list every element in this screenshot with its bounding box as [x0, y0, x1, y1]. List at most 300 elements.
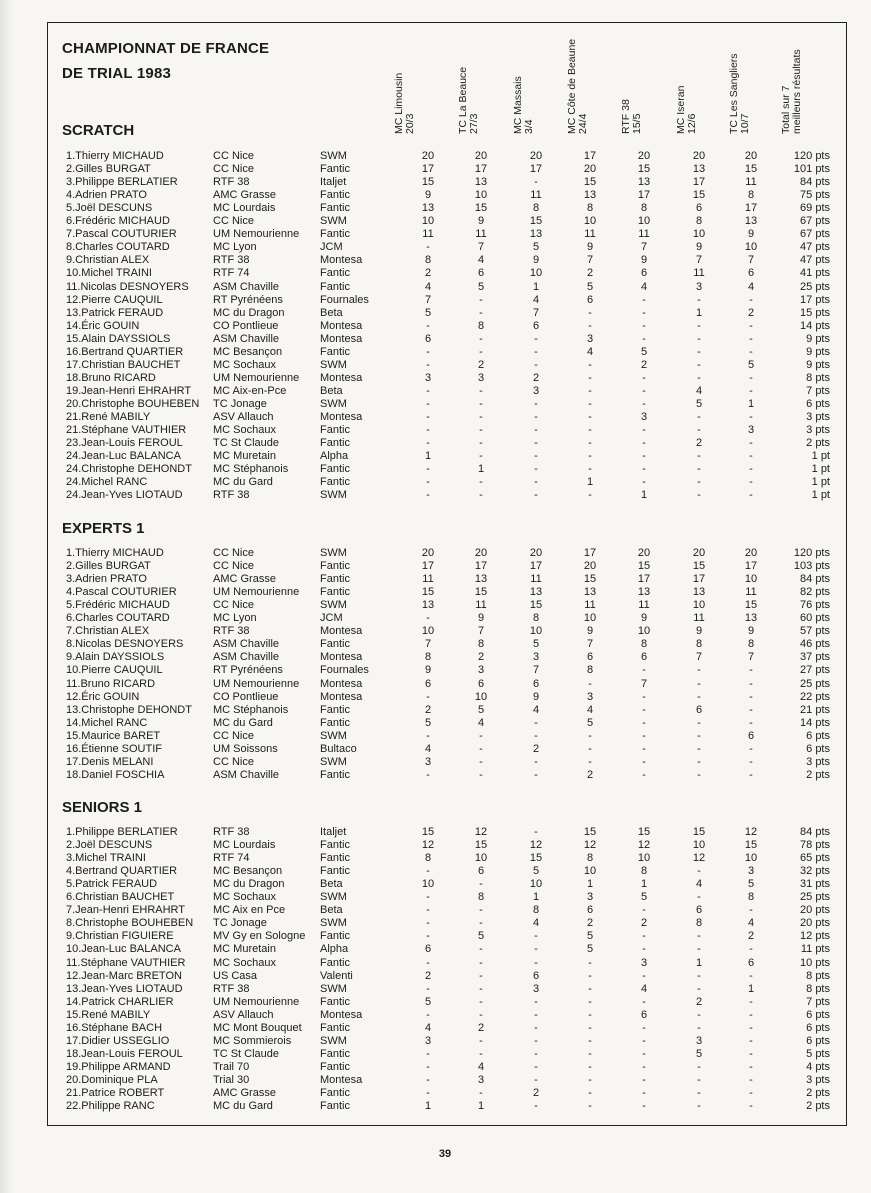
table-row: [0, 560, 871, 573]
score-les-sangliers: 17: [744, 202, 758, 215]
club: UM Nemourienne: [213, 228, 300, 241]
score-la-beauce: -: [479, 755, 483, 768]
score-la-beauce: -: [479, 332, 483, 345]
table-row: [0, 756, 871, 769]
club: MC du Gard: [213, 476, 273, 489]
total-points: 9 pts: [806, 345, 830, 358]
score-la-beauce: 3: [477, 371, 485, 384]
score-massais: 3: [532, 982, 540, 995]
score-les-sangliers: 10: [744, 852, 758, 865]
score-la-beauce: -: [479, 450, 483, 463]
score-limousin: -: [426, 1073, 430, 1086]
score-rtf38: 4: [640, 280, 648, 293]
score-iseran: -: [697, 371, 701, 384]
score-rtf38: -: [642, 1073, 646, 1086]
score-rtf38: -: [642, 664, 646, 677]
score-iseran: -: [697, 943, 701, 956]
score-rtf38: -: [642, 450, 646, 463]
score-cote-de-beaune: 1: [586, 476, 594, 489]
score-limousin: 4: [424, 742, 432, 755]
rider-name: 12.Pierre CAUQUIL: [66, 293, 163, 306]
score-la-beauce: 4: [477, 1060, 485, 1073]
total-points: 10 pts: [800, 956, 830, 969]
rider-name: 9.Alain DAYSSIOLS: [66, 651, 165, 664]
table-row: [0, 970, 871, 983]
score-iseran: 5: [695, 397, 703, 410]
score-la-beauce: 9: [477, 215, 485, 228]
club: MC Sochaux: [213, 424, 276, 437]
score-cote-de-beaune: -: [588, 463, 592, 476]
motorcycle: Montesa: [320, 1073, 363, 1086]
club: MC Lyon: [213, 612, 257, 625]
rider-name: 5.Joël DESCUNS: [66, 202, 153, 215]
column-header-line2: 27/3: [468, 113, 480, 134]
total-points: 2 pts: [806, 437, 830, 450]
score-rtf38: 8: [640, 202, 648, 215]
rider-name: 6.Christian BAUCHET: [66, 891, 175, 904]
score-limousin: -: [426, 982, 430, 995]
club: MC du Dragon: [213, 306, 285, 319]
table-row: [0, 930, 871, 943]
page-title-line1: CHAMPIONNAT DE FRANCE: [62, 40, 270, 57]
score-les-sangliers: -: [749, 995, 753, 1008]
score-massais: -: [534, 716, 538, 729]
score-rtf38: -: [642, 397, 646, 410]
club: AMC Grasse: [213, 1087, 276, 1099]
score-limousin: 8: [424, 852, 432, 865]
score-iseran: -: [697, 411, 701, 423]
motorcycle: Montesa: [320, 625, 363, 638]
club: ASM Chaville: [213, 768, 280, 781]
score-rtf38: -: [642, 930, 646, 943]
motorcycle: Fantic: [320, 163, 350, 176]
table-row: [0, 450, 871, 463]
club: MC Stéphanois: [213, 463, 289, 476]
total-points: 37 pts: [800, 651, 830, 664]
rider-name: 4.Bertrand QUARTIER: [66, 865, 178, 878]
club: MC du Gard: [213, 1100, 273, 1113]
total-points: 21 pts: [800, 703, 830, 716]
total-points: 57 pts: [800, 625, 830, 638]
score-cote-de-beaune: 8: [586, 852, 594, 865]
motorcycle: JCM: [320, 612, 343, 625]
club: Trail 70: [213, 1060, 250, 1073]
score-massais: -: [534, 1021, 538, 1034]
score-rtf38: -: [642, 703, 646, 716]
total-points: 20 pts: [800, 917, 830, 930]
score-cote-de-beaune: -: [588, 306, 592, 319]
score-iseran: -: [697, 716, 701, 729]
table-row: [0, 1009, 871, 1022]
rider-name: 24.Christophe DEHONDT: [66, 463, 192, 476]
score-iseran: -: [697, 930, 701, 943]
club: AMC Grasse: [213, 189, 276, 202]
score-limousin: -: [426, 1047, 430, 1060]
table-row: [0, 228, 871, 241]
score-limousin: 6: [424, 332, 432, 345]
score-limousin: 9: [424, 189, 432, 202]
table-row: [0, 424, 871, 437]
score-cote-de-beaune: 8: [586, 202, 594, 215]
score-limousin: 13: [421, 599, 435, 612]
score-les-sangliers: -: [749, 345, 753, 358]
score-massais: 10: [529, 267, 543, 280]
score-rtf38: 6: [640, 1008, 648, 1021]
motorcycle: Italjet: [320, 176, 347, 189]
rider-name: 9.Christian FIGUIERE: [66, 930, 174, 943]
motorcycle: Fantic: [320, 716, 350, 729]
rider-name: 8.Christophe BOUHEBEN: [66, 917, 194, 930]
score-la-beauce: 6: [477, 677, 485, 690]
score-la-beauce: -: [479, 306, 483, 319]
score-les-sangliers: -: [749, 768, 753, 781]
score-iseran: -: [697, 1087, 701, 1099]
score-cote-de-beaune: -: [588, 1060, 592, 1073]
table-row: [0, 1035, 871, 1048]
total-points: 84 pts: [800, 176, 830, 189]
score-iseran: 3: [695, 280, 703, 293]
score-la-beauce: 10: [474, 690, 488, 703]
score-massais: -: [534, 176, 538, 189]
score-rtf38: 7: [640, 677, 648, 690]
score-cote-de-beaune: -: [588, 1087, 592, 1099]
table-row: [0, 1100, 871, 1113]
score-les-sangliers: -: [749, 1060, 753, 1073]
rider-name: 24.Michel RANC: [66, 476, 148, 489]
total-points: 84 pts: [800, 573, 830, 586]
club: ASV Allauch: [213, 411, 274, 423]
score-la-beauce: 2: [477, 1021, 485, 1034]
total-points: 8 pts: [806, 982, 830, 995]
score-la-beauce: 11: [475, 228, 487, 241]
score-rtf38: 3: [640, 411, 648, 423]
table-row: [0, 215, 871, 228]
score-rtf38: 8: [640, 865, 648, 878]
motorcycle: Montesa: [320, 332, 363, 345]
score-rtf38: 1: [640, 489, 648, 502]
score-limousin: -: [426, 930, 430, 943]
score-les-sangliers: 9: [747, 625, 755, 638]
column-header-line1: MC Limousin: [393, 72, 405, 134]
score-rtf38: 1: [640, 878, 648, 891]
score-iseran: 7: [695, 651, 703, 664]
score-la-beauce: -: [479, 489, 483, 502]
score-massais: 20: [529, 547, 543, 559]
score-cote-de-beaune: 2: [586, 267, 594, 280]
motorcycle: Fantic: [320, 228, 350, 241]
score-limousin: 13: [421, 202, 435, 215]
table-row: [0, 385, 871, 398]
motorcycle: Valenti: [320, 969, 353, 982]
score-cote-de-beaune: -: [588, 437, 592, 450]
score-cote-de-beaune: 10: [583, 215, 597, 228]
score-limousin: 5: [424, 995, 432, 1008]
score-la-beauce: 1: [477, 1100, 485, 1113]
total-points: 101 pts: [793, 163, 830, 176]
motorcycle: Montesa: [320, 651, 363, 664]
score-iseran: -: [697, 293, 701, 306]
score-la-beauce: 13: [474, 573, 488, 586]
score-limousin: 3: [424, 755, 432, 768]
rider-name: 21.Patrice ROBERT: [66, 1087, 165, 1099]
section-title: SCRATCH: [62, 122, 135, 139]
score-cote-de-beaune: -: [588, 411, 592, 423]
score-la-beauce: 8: [477, 638, 485, 651]
table-row: [0, 463, 871, 476]
score-massais: 3: [532, 384, 540, 397]
score-la-beauce: -: [479, 729, 483, 742]
score-rtf38: -: [642, 332, 646, 345]
score-limousin: -: [426, 729, 430, 742]
table-row: [0, 1061, 871, 1074]
score-massais: 8: [532, 904, 540, 917]
score-limousin: -: [426, 865, 430, 878]
motorcycle: SWM: [320, 1034, 347, 1047]
score-iseran: -: [697, 982, 701, 995]
motorcycle: SWM: [320, 891, 347, 904]
score-massais: -: [534, 476, 538, 489]
total-points: 2 pts: [806, 1100, 830, 1113]
score-rtf38: 15: [637, 163, 651, 176]
total-points: 120 pts: [793, 547, 830, 559]
score-la-beauce: -: [479, 1008, 483, 1021]
score-iseran: -: [697, 332, 701, 345]
score-rtf38: -: [642, 476, 646, 489]
score-la-beauce: -: [479, 995, 483, 1008]
score-limousin: 12: [421, 839, 435, 852]
motorcycle: SWM: [320, 397, 347, 410]
score-massais: 7: [532, 306, 540, 319]
rider-name: 16.Bertrand QUARTIER: [66, 345, 184, 358]
score-limousin: -: [426, 424, 430, 437]
score-cote-de-beaune: 7: [586, 254, 594, 267]
score-massais: -: [534, 1034, 538, 1047]
score-limousin: 1: [424, 450, 432, 463]
motorcycle: Fantic: [320, 437, 350, 450]
score-cote-de-beaune: -: [588, 1047, 592, 1060]
club: MC Lourdais: [213, 839, 276, 852]
column-header-line1: TC Les Sangliers: [728, 53, 740, 134]
score-rtf38: -: [642, 306, 646, 319]
club: UM Nemourienne: [213, 586, 300, 599]
score-les-sangliers: -: [749, 690, 753, 703]
motorcycle: Italjet: [320, 826, 347, 838]
score-limousin: 9: [424, 664, 432, 677]
score-les-sangliers: -: [749, 332, 753, 345]
motorcycle: Fantic: [320, 1021, 350, 1034]
score-limousin: 3: [424, 1034, 432, 1047]
motorcycle: SWM: [320, 358, 347, 371]
score-limousin: 4: [424, 280, 432, 293]
table-row: [0, 476, 871, 489]
score-massais: -: [534, 755, 538, 768]
score-cote-de-beaune: -: [588, 1008, 592, 1021]
score-la-beauce: -: [479, 1047, 483, 1060]
club: US Casa: [213, 969, 258, 982]
score-cote-de-beaune: 6: [586, 293, 594, 306]
motorcycle: Fantic: [320, 573, 350, 586]
score-limousin: -: [426, 891, 430, 904]
table-row: [0, 678, 871, 691]
score-rtf38: 11: [638, 228, 650, 241]
score-cote-de-beaune: 17: [583, 150, 597, 162]
score-massais: -: [534, 1060, 538, 1073]
club: CO Pontlieue: [213, 690, 279, 703]
score-rtf38: 10: [637, 215, 651, 228]
score-les-sangliers: 5: [747, 878, 755, 891]
total-points: 17 pts: [800, 293, 830, 306]
score-rtf38: -: [642, 904, 646, 917]
score-rtf38: -: [642, 969, 646, 982]
score-limousin: -: [426, 1060, 430, 1073]
score-rtf38: -: [642, 463, 646, 476]
score-la-beauce: 20: [474, 547, 488, 559]
score-iseran: 9: [695, 625, 703, 638]
score-massais: 8: [532, 202, 540, 215]
score-cote-de-beaune: 15: [583, 176, 597, 189]
score-cote-de-beaune: 7: [586, 638, 594, 651]
total-points: 22 pts: [800, 690, 830, 703]
total-points: 6 pts: [806, 1021, 830, 1034]
total-points: 4 pts: [806, 1060, 830, 1073]
score-les-sangliers: 4: [747, 280, 755, 293]
score-rtf38: -: [642, 384, 646, 397]
score-iseran: 2: [695, 437, 703, 450]
table-row: [0, 625, 871, 638]
score-massais: 20: [529, 150, 543, 162]
score-massais: 7: [532, 664, 540, 677]
score-la-beauce: 5: [477, 930, 485, 943]
score-les-sangliers: 17: [744, 560, 758, 573]
table-row: [0, 267, 871, 280]
score-les-sangliers: 11: [745, 586, 757, 599]
score-la-beauce: 17: [474, 163, 488, 176]
score-limousin: 2: [424, 703, 432, 716]
club: MC Aix-en-Pce: [213, 384, 287, 397]
score-les-sangliers: -: [749, 1047, 753, 1060]
score-iseran: -: [697, 768, 701, 781]
score-iseran: 10: [692, 228, 706, 241]
score-rtf38: 8: [640, 638, 648, 651]
column-header-line1: MC Iseran: [675, 85, 687, 134]
motorcycle: Montesa: [320, 677, 363, 690]
table-row: [0, 586, 871, 599]
motorcycle: Fantic: [320, 1100, 350, 1113]
rider-name: 14.Éric GOUIN: [66, 319, 140, 332]
total-points: 2 pts: [806, 768, 830, 781]
motorcycle: Bultaco: [320, 742, 357, 755]
table-row: [0, 163, 871, 176]
motorcycle: Fantic: [320, 202, 350, 215]
score-iseran: -: [697, 742, 701, 755]
motorcycle: SWM: [320, 547, 347, 559]
score-limousin: 10: [421, 215, 435, 228]
club: CC Nice: [213, 560, 254, 573]
score-rtf38: -: [642, 1087, 646, 1099]
score-les-sangliers: -: [749, 1100, 753, 1113]
score-les-sangliers: 13: [744, 612, 758, 625]
score-iseran: 6: [695, 703, 703, 716]
score-massais: -: [534, 489, 538, 502]
total-points: 9 pts: [806, 332, 830, 345]
score-massais: 8: [532, 612, 540, 625]
score-massais: 5: [532, 638, 540, 651]
total-points: 41 pts: [800, 267, 830, 280]
score-rtf38: 10: [637, 625, 651, 638]
score-iseran: -: [697, 891, 701, 904]
rider-name: 6.Frédéric MICHAUD: [66, 215, 170, 228]
motorcycle: Montesa: [320, 254, 363, 267]
rider-name: 8.Nicolas DESNOYERS: [66, 638, 184, 651]
score-la-beauce: 4: [477, 254, 485, 267]
score-les-sangliers: 13: [744, 215, 758, 228]
total-points: 20 pts: [800, 904, 830, 917]
score-cote-de-beaune: 13: [583, 189, 597, 202]
table-row: [0, 202, 871, 215]
rider-name: 11.Stéphane VAUTHIER: [66, 956, 186, 969]
score-massais: 11: [530, 573, 542, 586]
score-rtf38: -: [642, 293, 646, 306]
rider-name: 15.René MABILY: [66, 1008, 151, 1021]
score-limousin: 8: [424, 254, 432, 267]
score-massais: -: [534, 1073, 538, 1086]
rider-name: 17.Christian BAUCHET: [66, 358, 181, 371]
score-rtf38: -: [642, 1047, 646, 1060]
club: UM Soissons: [213, 742, 278, 755]
score-cote-de-beaune: -: [588, 397, 592, 410]
motorcycle: Beta: [320, 904, 343, 917]
score-cote-de-beaune: -: [588, 450, 592, 463]
column-header: [621, 99, 643, 134]
score-cote-de-beaune: -: [588, 982, 592, 995]
score-rtf38: 7: [640, 241, 648, 254]
score-limousin: 8: [424, 651, 432, 664]
rider-name: 15.Maurice BARET: [66, 729, 161, 742]
score-les-sangliers: 1: [747, 397, 755, 410]
total-points: 46 pts: [800, 638, 830, 651]
club: MC Sochaux: [213, 891, 276, 904]
table-row: [0, 346, 871, 359]
club: CO Pontlieue: [213, 319, 279, 332]
score-massais: -: [534, 397, 538, 410]
score-cote-de-beaune: -: [588, 371, 592, 384]
score-les-sangliers: 10: [744, 573, 758, 586]
rider-name: 5.Frédéric MICHAUD: [66, 599, 170, 612]
motorcycle: Beta: [320, 306, 343, 319]
score-limousin: -: [426, 690, 430, 703]
total-points: 47 pts: [800, 241, 830, 254]
score-la-beauce: -: [479, 397, 483, 410]
score-limousin: -: [426, 917, 430, 930]
score-la-beauce: 9: [477, 612, 485, 625]
column-header-line1: TC La Beauce: [457, 66, 469, 134]
club: CC Nice: [213, 150, 254, 162]
score-massais: -: [534, 729, 538, 742]
score-limousin: -: [426, 1008, 430, 1021]
score-rtf38: 11: [638, 599, 650, 612]
score-limousin: -: [426, 241, 430, 254]
score-cote-de-beaune: 11: [584, 599, 596, 612]
score-iseran: -: [697, 755, 701, 768]
rider-name: 2.Gilles BURGAT: [66, 560, 151, 573]
score-rtf38: -: [642, 424, 646, 437]
score-massais: -: [534, 995, 538, 1008]
table-row: [0, 437, 871, 450]
club: TC St Claude: [213, 437, 280, 450]
score-la-beauce: 11: [475, 599, 487, 612]
score-limousin: -: [426, 904, 430, 917]
table-row: [0, 1087, 871, 1100]
